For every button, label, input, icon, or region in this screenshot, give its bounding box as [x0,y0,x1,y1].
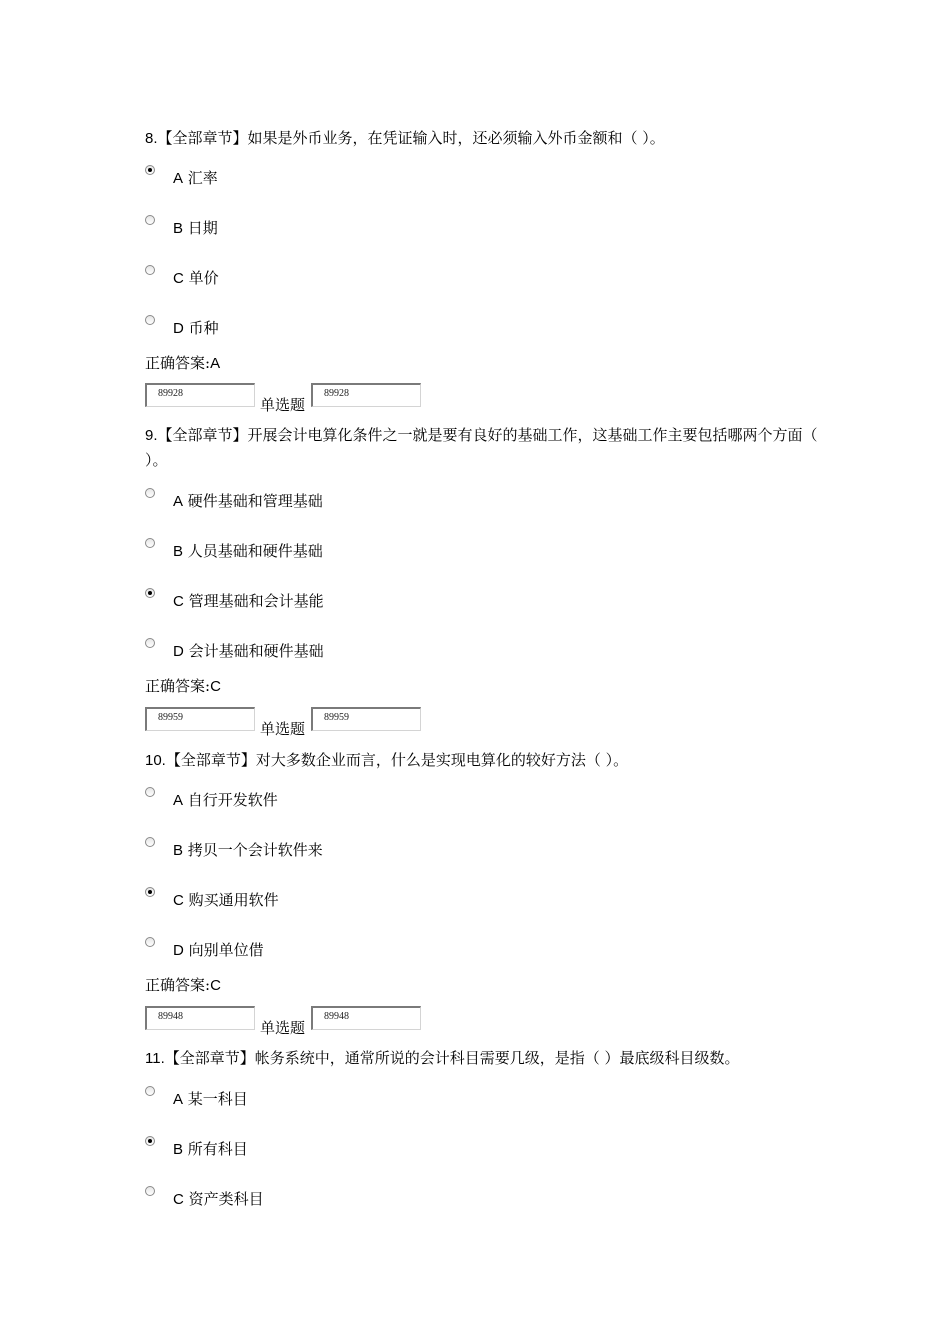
answer-value: A [210,355,221,372]
option-letter: A [173,493,184,510]
option-text: 购买通用软件 [188,891,279,909]
id-field-left[interactable]: 89959 [145,707,255,731]
option-text: 汇率 [187,169,218,187]
question-type-label: 单选题 [260,396,306,414]
id-field-right[interactable]: 89948 [311,1006,421,1030]
question-number: 8. [145,130,158,147]
question-text: 【全部章节】帐务系统中，通常所说的会计科目需要几级，是指（ ）最底级科目级数。 [164,1049,740,1067]
option-text: 单价 [188,269,219,287]
option-text: 拷贝一个会计软件来 [187,841,323,859]
option-text: 人员基础和硬件基础 [187,542,323,560]
option-text: 向别单位借 [188,941,264,959]
radio-selected-icon[interactable] [145,165,155,175]
radio-icon[interactable] [145,265,155,275]
radio-icon[interactable] [145,1186,155,1196]
question-number: 11. [145,1050,165,1067]
answer-label: 正确答案: [145,677,211,695]
radio-icon[interactable] [145,215,155,225]
radio-icon[interactable] [145,638,155,648]
question-number: 10. [145,752,166,769]
id-field-left[interactable]: 89928 [145,383,255,407]
option-letter: C [173,593,184,610]
option-letter: A [173,170,184,187]
correct-answer-10 [145,974,221,995]
answer-value: C [210,977,221,994]
answer-value: C [210,678,221,695]
id-field-left[interactable]: 89948 [145,1006,255,1030]
radio-icon[interactable] [145,488,155,498]
option-letter: B [173,1141,184,1158]
question-9 [145,423,825,472]
question-number: 9. [145,427,158,444]
option-letter: D [173,320,184,337]
option-text: 某一科目 [187,1090,248,1108]
option-text: 硬件基础和管理基础 [187,492,323,510]
option-text: 管理基础和会计基能 [188,592,324,610]
radio-icon[interactable] [145,315,155,325]
question-text: 【全部章节】开展会计电算化条件之一就是要有良好的基础工作，这基础工作主要包括哪两个方面（ ）。 [145,426,818,469]
radio-icon[interactable] [145,538,155,548]
option-letter: C [173,270,184,287]
option-text: 所有科目 [187,1140,248,1158]
correct-answer-8 [145,352,220,373]
option-letter: A [173,792,184,809]
id-field-right[interactable]: 89959 [311,707,421,731]
radio-icon[interactable] [145,787,155,797]
option-letter: D [173,643,184,660]
correct-answer-9 [145,675,221,696]
answer-label: 正确答案: [145,976,211,994]
option-letter: B [173,543,184,560]
id-field-right[interactable]: 89928 [311,383,421,407]
question-10 [145,748,825,773]
radio-icon[interactable] [145,1086,155,1096]
question-8 [145,126,825,151]
option-text: 日期 [187,219,218,237]
option-letter: C [173,892,184,909]
question-text: 【全部章节】如果是外币业务，在凭证输入时，还必须输入外币金额和（ ）。 [157,129,665,147]
option-letter: C [173,1191,184,1208]
radio-selected-icon[interactable] [145,588,155,598]
option-letter: B [173,220,184,237]
radio-selected-icon[interactable] [145,1136,155,1146]
radio-icon[interactable] [145,837,155,847]
option-text: 会计基础和硬件基础 [188,642,324,660]
radio-selected-icon[interactable] [145,887,155,897]
question-11 [145,1046,825,1071]
option-text: 自行开发软件 [187,791,278,809]
option-text: 币种 [188,319,219,337]
option-letter: A [173,1091,184,1108]
radio-icon[interactable] [145,937,155,947]
question-type-label: 单选题 [260,1019,306,1037]
question-text: 【全部章节】对大多数企业而言，什么是实现电算化的较好方法（ ）。 [165,751,629,769]
option-letter: B [173,842,184,859]
option-text: 资产类科目 [188,1190,264,1208]
answer-label: 正确答案: [145,354,211,372]
option-letter: D [173,942,184,959]
question-type-label: 单选题 [260,720,306,738]
